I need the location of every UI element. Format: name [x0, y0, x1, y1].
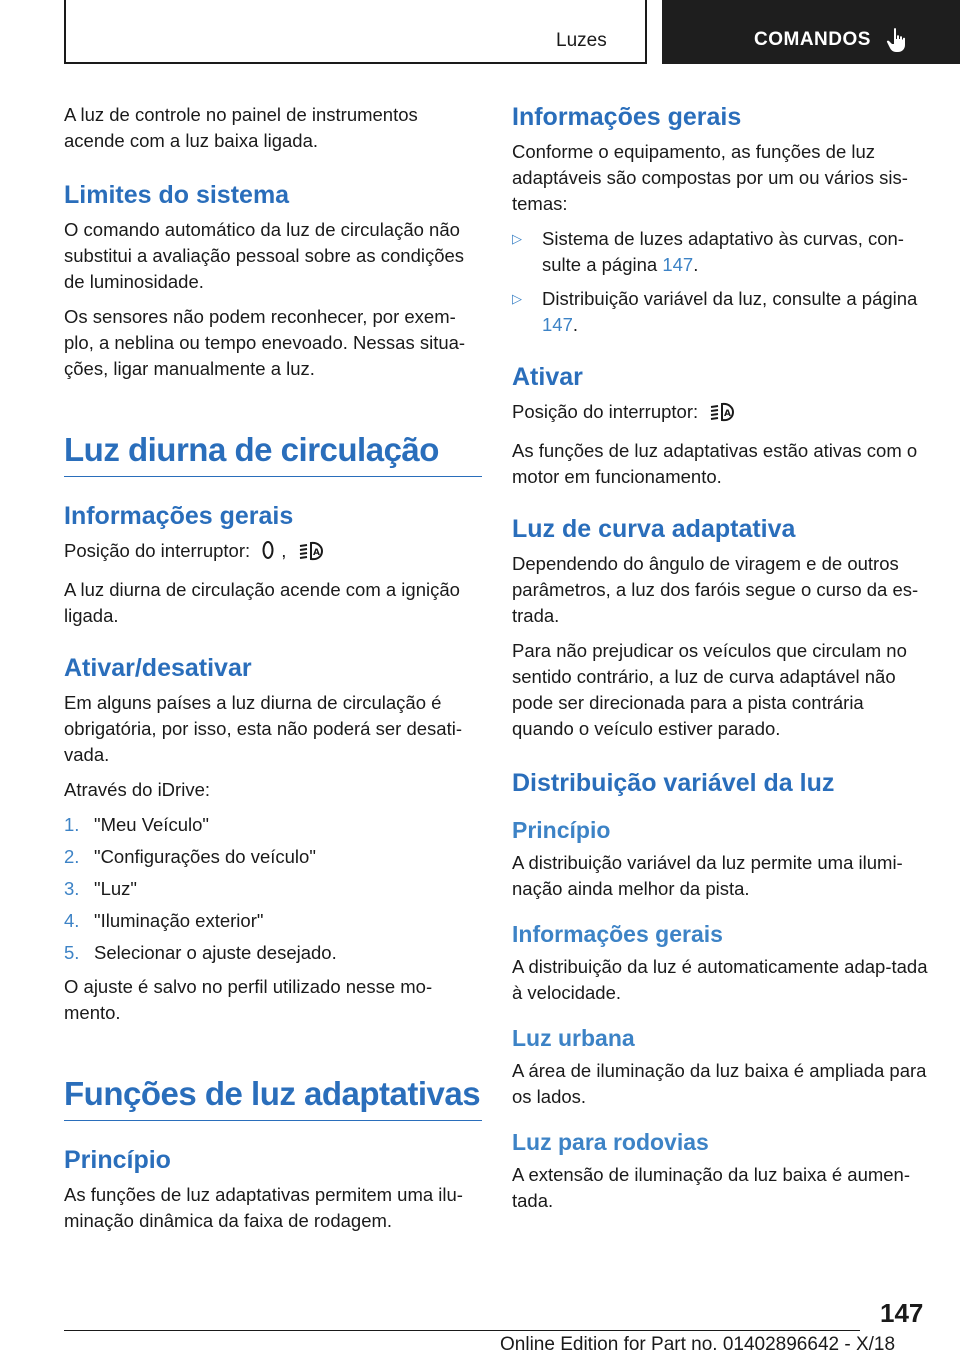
activate-heading: Ativar: [512, 363, 583, 391]
step-text: Selecionar o ajuste desejado.: [94, 942, 337, 963]
step-number: 4.: [64, 910, 80, 931]
idrive-intro: Através do iDrive:: [64, 779, 210, 800]
adaptive-light-functions-title: Funções de luz adaptativas: [64, 1074, 482, 1121]
drl-switch-position: [64, 538, 482, 568]
curve-light-paragraph-2: Para não prejudicar os veículos que circulam no sentido contrário, a luz de curva adaptável não pode ser direcionada para a pista contrária quando o veículo estiver parado.: [512, 640, 907, 739]
variable-light-distribution-heading: Distribuição variável da luz: [512, 769, 835, 797]
adaptive-principle-heading: Princípio: [64, 1146, 171, 1174]
step-number: 1.: [64, 814, 80, 835]
page-link[interactable]: 147: [542, 314, 573, 335]
drl-switch-separator: ,: [281, 540, 287, 561]
general-info-heading: Informações gerais: [512, 103, 742, 131]
drl-paragraph-3: O ajuste é salvo no perfil utilizado nesse mo‐mento.: [64, 976, 433, 1023]
footer-edition: Online Edition for Part no. 01402896642 - X/18: [500, 1334, 896, 1355]
idrive-steps-list: [64, 812, 482, 966]
step-number: 5.: [64, 942, 80, 963]
list-item: [512, 286, 930, 338]
step-text: "Meu Veículo": [94, 814, 209, 835]
step-number: 3.: [64, 878, 80, 899]
triangle-bullet-icon: ▷: [512, 231, 522, 246]
vld-principle-paragraph: A distribuição variável da luz permite uma ilumi‐nação ainda melhor da pista.: [512, 852, 903, 899]
adaptive-principle-paragraph: As funções de luz adaptativas permitem uma ilu‐minação dinâmica da faixa de rodagem.: [64, 1184, 463, 1231]
left-column: [64, 102, 482, 1243]
highway-light-heading: Luz para rodovias: [512, 1129, 709, 1155]
urban-light-heading: Luz urbana: [512, 1025, 635, 1051]
svg-text:A: A: [724, 409, 732, 419]
pointing-hand-icon: [885, 27, 909, 53]
list-item: [512, 226, 930, 278]
right-column: [512, 102, 930, 1223]
drl-toggle-heading: Ativar/desativar: [64, 654, 252, 682]
vld-info-paragraph: A distribuição da luz é automaticamente adap‐tada à velocidade.: [512, 956, 928, 1003]
list-item: [64, 908, 482, 934]
header-section-title: Luzes: [556, 30, 607, 51]
auto-light-icon: [298, 539, 324, 568]
drl-paragraph-2: Em alguns países a luz diurna de circulação é obrigatória, por isso, esta não poderá ser desati‐vada.: [64, 692, 462, 765]
general-info-paragraph: Conforme o equipamento, as funções de luz adaptáveis são compostas por um ou vários sis‐temas:: [512, 141, 908, 214]
step-number: 2.: [64, 846, 80, 867]
step-text: "Configurações do veículo": [94, 846, 316, 867]
drl-switch-label: Posição do interruptor:: [64, 540, 251, 561]
bullet-end: .: [572, 314, 579, 335]
bullet-end: .: [693, 254, 699, 275]
svg-text:A: A: [312, 548, 320, 558]
list-item: [64, 940, 482, 966]
list-item: [64, 844, 482, 870]
system-limits-heading: Limites do sistema: [64, 181, 290, 209]
vld-info-heading: Informações gerais: [512, 921, 723, 947]
triangle-bullet-icon: ▷: [512, 291, 522, 306]
bullet-text: Distribuição variável da luz, consulte a página: [542, 288, 918, 309]
adaptive-systems-list: [512, 226, 930, 338]
drl-paragraph-1: A luz diurna de circulação acende com a ignição ligada.: [64, 579, 460, 626]
bullet-text: Sistema de luzes adaptativo às curvas, con‐sulte a página: [542, 228, 904, 275]
step-text: "Iluminação exterior": [94, 910, 264, 931]
activate-switch-position: [512, 399, 930, 429]
highway-light-paragraph: A extensão de iluminação da luz baixa é aumen‐tada.: [512, 1164, 911, 1211]
curve-light-paragraph-1: Dependendo do ângulo de viragem e de outros parâmetros, a luz dos faróis segue o curso da es‐trada.: [512, 553, 919, 626]
system-limits-paragraph-2: Os sensores não podem reconhecer, por exem‐plo, a neblina ou tempo enevoado. Nessas situa‐ções, ligar manualmente a luz.: [64, 306, 466, 379]
page-number: 147: [880, 1298, 924, 1328]
urban-light-paragraph: A área de iluminação da luz baixa é ampliada para os lados.: [512, 1060, 927, 1107]
drl-info-heading: Informações gerais: [64, 502, 294, 530]
activate-switch-label: Posição do interruptor:: [512, 401, 699, 422]
system-limits-paragraph-1: O comando automático da luz de circulação não substitui a avaliação pessoal sobre as condições de luminosidade.: [64, 219, 465, 292]
switch-zero-icon: [261, 539, 275, 568]
header-chapter-label: COMANDOS: [754, 29, 871, 50]
header-chapter-tab: [662, 0, 960, 64]
daytime-running-light-title: Luz diurna de circulação: [64, 430, 482, 477]
vld-principle-heading: Princípio: [512, 817, 611, 843]
intro-paragraph: A luz de controle no painel de instrumentos acende com a luz baixa ligada.: [64, 104, 418, 151]
footer-divider: [64, 1330, 860, 1331]
activate-paragraph: As funções de luz adaptativas estão ativas com o motor em funcionamento.: [512, 440, 918, 487]
page-link[interactable]: 147: [662, 254, 694, 275]
auto-light-icon: [709, 400, 735, 429]
step-text: "Luz": [94, 878, 137, 899]
list-item: [64, 812, 482, 838]
curve-light-heading: Luz de curva adaptativa: [512, 515, 796, 543]
list-item: [64, 876, 482, 902]
